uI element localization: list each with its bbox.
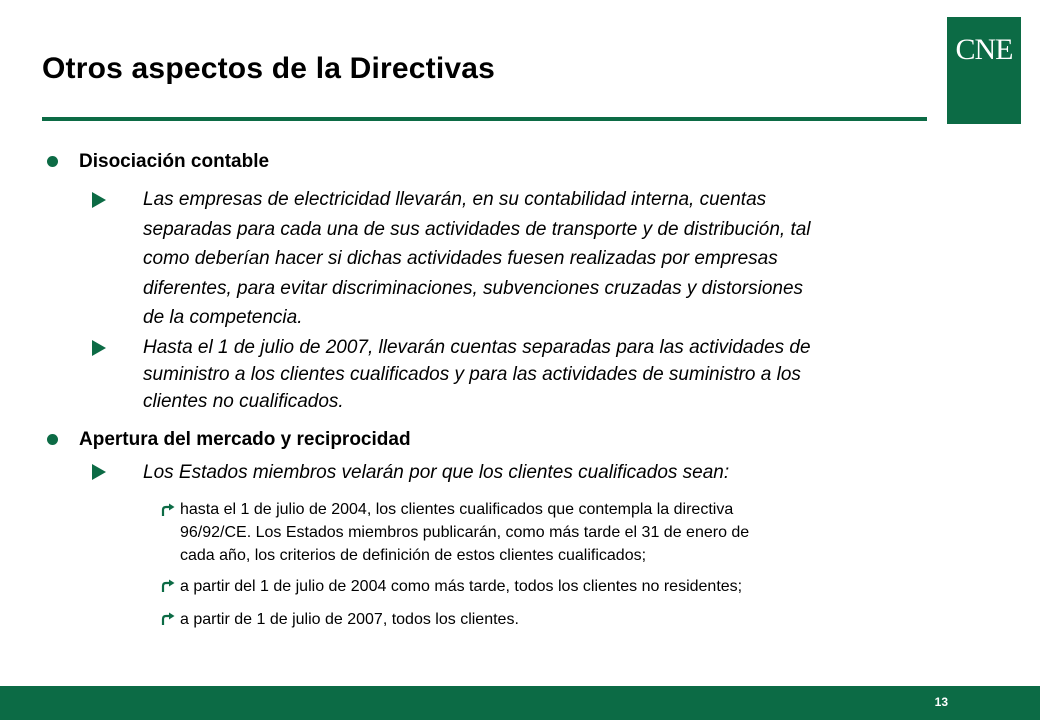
round-bullet-icon: [47, 434, 58, 445]
triangle-bullet-icon: [92, 464, 106, 480]
paragraph: [143, 185, 986, 333]
curved-arrow-icon: [161, 579, 175, 593]
footer-bar: [0, 686, 1040, 720]
paragraph-line: suministro a los clientes cualificados y para las actividades de suministro a los: [143, 364, 801, 385]
paragraph: [143, 458, 986, 488]
sub-item-line: hasta el 1 de julio de 2004, los clientes cualificados que contempla la directiva: [180, 501, 734, 518]
paragraph-line: Las empresas de electricidad llevarán, en su contabilidad interna, cuentas: [143, 189, 767, 210]
round-bullet-icon: [47, 156, 58, 167]
sub-item-line: 96/92/CE. Los Estados miembros publicarán, como más tarde el 31 de enero de: [180, 524, 750, 541]
sub-item: [180, 608, 970, 631]
slide-title: Otros aspectos de la Directivas: [42, 52, 496, 85]
paragraph-line: separadas para cada una de sus actividades de transporte y de distribución, tal: [143, 218, 811, 240]
title-underline: [42, 117, 927, 121]
sub-item: [180, 575, 970, 598]
paragraph: [143, 334, 986, 415]
sub-item-line: a partir del 1 de julio de 2004 como más tarde, todos los clientes no residentes;: [180, 578, 743, 595]
page-number: 13: [934, 695, 948, 709]
triangle-bullet-icon: [92, 192, 106, 208]
paragraph-line: como deberían hacer si dichas actividades fuesen realizadas por empresas: [143, 248, 778, 269]
curved-arrow-icon: [161, 612, 175, 626]
paragraph-line: clientes no cualificados.: [143, 391, 344, 412]
sub-item-line: cada año, los criterios de definición de estos clientes cualificados;: [180, 547, 647, 564]
paragraph-line: de la competencia.: [143, 307, 303, 328]
sub-item: [180, 498, 960, 567]
section-heading: Disociación contable: [79, 151, 270, 172]
section-heading: Apertura del mercado y reciprocidad: [79, 429, 411, 450]
triangle-bullet-icon: [92, 340, 106, 356]
paragraph-line: Hasta el 1 de julio de 2007, llevarán cuentas separadas para las actividades de: [143, 337, 811, 358]
paragraph-line: Los Estados miembros velarán por que los clientes cualificados sean:: [143, 462, 730, 483]
paragraph-line: diferentes, para evitar discriminaciones, subvenciones cruzadas y distorsiones: [143, 277, 804, 299]
cne-logo: CNE: [947, 17, 1021, 124]
curved-arrow-icon: [161, 503, 175, 517]
sub-item-line: a partir de 1 de julio de 2007, todos los clientes.: [180, 611, 519, 628]
